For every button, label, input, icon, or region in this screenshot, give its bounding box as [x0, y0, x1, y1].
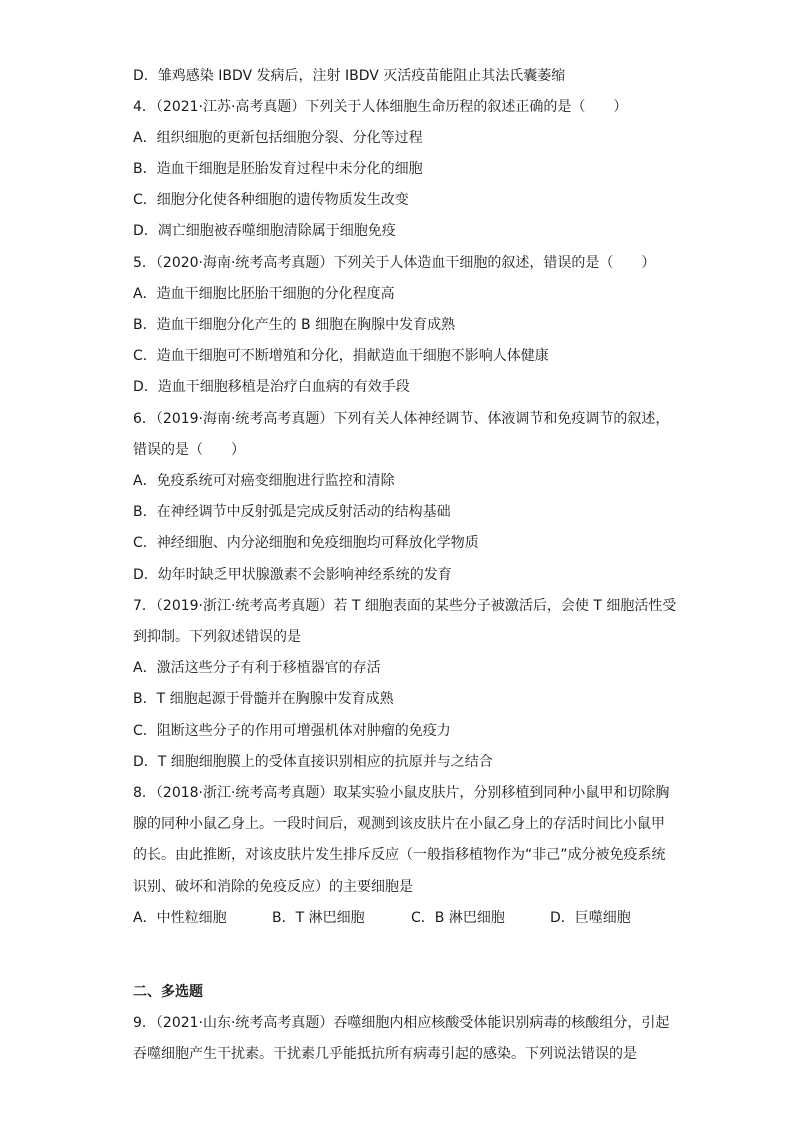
q7-option-d: D．T 细胞细胞膜上的受体直接识别相应的抗原并与之结合 [133, 754, 493, 770]
q5-option-a: A．造血干细胞比胚胎干细胞的分化程度高 [133, 286, 395, 302]
q6-option-a: A．免疫系统可对癌变细胞进行监控和清除 [133, 473, 395, 489]
q6-option-b: B．在神经调节中反射弧是完成反射活动的结构基础 [133, 504, 451, 520]
q4-stem: 4．（2021·江苏·高考真题）下列关于人体细胞生命历程的叙述正确的是（ ） [133, 99, 628, 115]
q7-option-b: B．T 细胞起源于骨髓并在胸腺中发育成熟 [133, 691, 394, 707]
q8-stem-line4: 识别、破坏和消除的免疫反应）的主要细胞是 [133, 879, 413, 895]
q3-option-d: D．雏鸡感染 IBDV 发病后，注射 IBDV 灭活疫苗能阻止其法氏囊萎缩 [133, 68, 566, 84]
q8-options [133, 908, 653, 928]
q9-stem-line1: 9．（2021·山东·统考高考真题）吞噬细胞内相应核酸受体能识别病毒的核酸组分，引起 [133, 1015, 670, 1031]
q8-option-a: A．中性粒细胞 [133, 910, 227, 926]
q7-stem-line1: 7．（2019·浙江·统考高考真题）若 T 细胞表面的某些分子被激活后，会使 T 细胞活性受 [133, 598, 677, 614]
q5-stem: 5．（2020·海南·统考高考真题）下列关于人体造血干细胞的叙述，错误的是（ ） [133, 255, 656, 271]
q6-option-c: C．神经细胞、内分泌细胞和免疫细胞均可释放化学物质 [133, 535, 479, 551]
section-title: 二、多选题 [133, 984, 203, 1000]
q6-stem-line2: 错误的是（ ） [133, 442, 245, 458]
q8-option-c: C．B 淋巴细胞 [411, 910, 505, 926]
q4-option-c: C．细胞分化使各种细胞的遗传物质发生改变 [133, 192, 409, 208]
q8-option-b: B．T 淋巴细胞 [272, 910, 365, 926]
q7-stem-line2: 到抑制。下列叙述错误的是 [133, 629, 301, 645]
q4-option-a: A．组织细胞的更新包括细胞分裂、分化等过程 [133, 130, 423, 146]
q4-option-b: B．造血干细胞是胚胎发育过程中未分化的细胞 [133, 161, 423, 177]
q5-option-d: D．造血干细胞移植是治疗白血病的有效手段 [133, 379, 410, 395]
q6-option-d: D．幼年时缺乏甲状腺激素不会影响神经系统的发育 [133, 567, 452, 583]
q8-stem-line2: 腺的同种小鼠乙身上。一段时间后，观测到该皮肤片在小鼠乙身上的存活时间比小鼠甲 [133, 816, 665, 832]
q6-stem-line1: 6．（2019·海南·统考高考真题）下列有关人体神经调节、体液调节和免疫调节的叙述， [133, 411, 670, 427]
q4-option-d: D．凋亡细胞被吞噬细胞清除属于细胞免疫 [133, 223, 396, 239]
q8-stem-line3: 的长。由此推断，对该皮肤片发生排斥反应（一般指移植物作为“非己”成分被免疫系统 [133, 847, 666, 863]
q7-option-c: C．阻断这些分子的作用可增强机体对肿瘤的免疫力 [133, 723, 451, 739]
q5-option-c: C．造血干细胞可不断增殖和分化，捐献造血干细胞不影响人体健康 [133, 348, 549, 364]
q8-stem-line1: 8．（2018·浙江·统考高考真题）取某实验小鼠皮肤片，分别移植到同种小鼠甲和切除胸 [133, 785, 670, 801]
q8-option-d: D．巨噬细胞 [550, 910, 631, 926]
q5-option-b: B．造血干细胞分化产生的 B 细胞在胸腺中发育成熟 [133, 317, 456, 333]
q7-option-a: A．激活这些分子有利于移植器官的存活 [133, 660, 381, 676]
q9-stem-line2: 吞噬细胞产生干扰素。干扰素几乎能抵抗所有病毒引起的感染。下列说法错误的是 [133, 1046, 637, 1062]
